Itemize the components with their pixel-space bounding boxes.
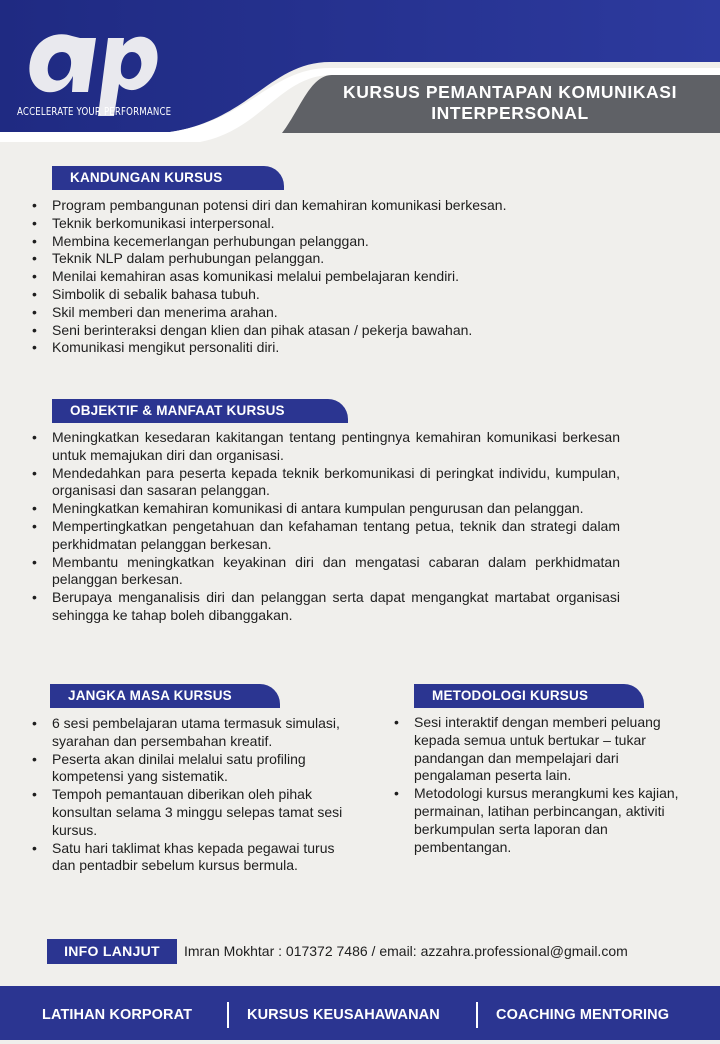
contact-info: Imran Mokhtar : 017372 7486 / email: azzahra.professional@gmail.com <box>184 943 628 959</box>
list-item: • Membina kecemerlangan perhubungan pelanggan. <box>32 233 632 251</box>
kandungan-list <box>32 197 632 357</box>
list-item: • Seni berinteraksi dengan klien dan pihak atasan / pekerja bawahan. <box>32 322 632 340</box>
course-title-line1: KURSUS PEMANTAPAN KOMUNIKASI <box>342 82 678 102</box>
list-item: • Membantu meningkatkan keyakinan diri dan mengatasi cabaran dalam perkhidmatan pelanggan berkesan. <box>32 554 620 590</box>
list-item: • 6 sesi pembelajaran utama termasuk simulasi, syarahan dan persembahan kreatif. <box>32 715 348 751</box>
list-item: • Skil memberi dan menerima arahan. <box>32 304 632 322</box>
list-item: • Meningkatkan kesedaran kakitangan tentang pentingnya kemahiran komunikasi berkesan untuk memajukan diri dan organisasi. <box>32 429 620 465</box>
list-item: • Teknik NLP dalam perhubungan pelanggan. <box>32 250 632 268</box>
list-item: • Teknik berkomunikasi interpersonal. <box>32 215 632 233</box>
footer-item-latihan-korporat: LATIHAN KORPORAT <box>42 1007 193 1023</box>
list-item: • Berupaya menganalisis diri dan pelanggan serta dapat mengangkat martabat organisasi sehingga ke tahap boleh dibanggakan. <box>32 589 620 625</box>
list-item: • Peserta akan dinilai melalui satu profiling kompetensi yang sistematik. <box>32 751 348 787</box>
footer-bar <box>0 986 720 1040</box>
objektif-list <box>32 429 620 625</box>
list-item: • Mempertingkatkan pengetahuan dan kefahaman tentang petua, teknik dan strategi dalam perkhidmatan pelanggan berkesan. <box>32 518 620 554</box>
list-item: • Mendedahkan para peserta kepada teknik berkomunikasi di peringkat individu, kumpulan, organisasi dan sasaran pelanggan. <box>32 465 620 501</box>
logo-tagline: ACCELERATE YOUR PERFORMANCE <box>17 106 172 118</box>
footer-divider <box>227 1002 229 1028</box>
footer-divider <box>476 1002 478 1028</box>
list-item: • Meningkatkan kemahiran komunikasi di antara kumpulan pengurusan dan pelanggan. <box>32 500 620 518</box>
footer-item-coaching-mentoring: COACHING MENTORING <box>496 1007 670 1023</box>
list-item: • Tempoh pemantauan diberikan oleh pihak konsultan selama 3 minggu selepas tamat sesi kursus. <box>32 786 348 839</box>
metodologi-list <box>394 714 684 856</box>
section-heading-metodologi: METODOLOGI KURSUS <box>414 684 644 708</box>
list-item: • Simbolik di sebalik bahasa tubuh. <box>32 286 632 304</box>
list-item: • Satu hari taklimat khas kepada pegawai turus dan pentadbir sebelum kursus bermula. <box>32 840 348 876</box>
course-title-line2: INTERPERSONAL <box>431 103 589 123</box>
list-item: • Sesi interaktif dengan memberi peluang kepada semua untuk bertukar – tukar pandangan dan mempelajari dari pengalaman peserta lain. <box>394 714 684 785</box>
info-label: INFO LANJUT <box>47 939 177 964</box>
section-heading-kandungan: KANDUNGAN KURSUS <box>52 166 284 190</box>
section-heading-jangka-masa: JANGKA MASA KURSUS <box>50 684 280 708</box>
list-item: • Menilai kemahiran asas komunikasi melalui pembelajaran kendiri. <box>32 268 632 286</box>
section-heading-objektif: OBJEKTIF & MANFAAT KURSUS <box>52 399 348 423</box>
list-item: • Program pembangunan potensi diri dan kemahiran komunikasi berkesan. <box>32 197 632 215</box>
course-title <box>300 82 720 124</box>
list-item: • Metodologi kursus merangkumi kes kajian, permainan, latihan perbincangan, aktiviti berkumpulan serta laporan dan pembentangan. <box>394 785 684 856</box>
jangka-masa-list <box>32 715 348 875</box>
footer-item-kursus-keusahawanan: KURSUS KEUSAHAWANAN <box>247 1007 440 1023</box>
list-item: • Komunikasi mengikut personaliti diri. <box>32 339 632 357</box>
header-banner <box>0 0 720 145</box>
